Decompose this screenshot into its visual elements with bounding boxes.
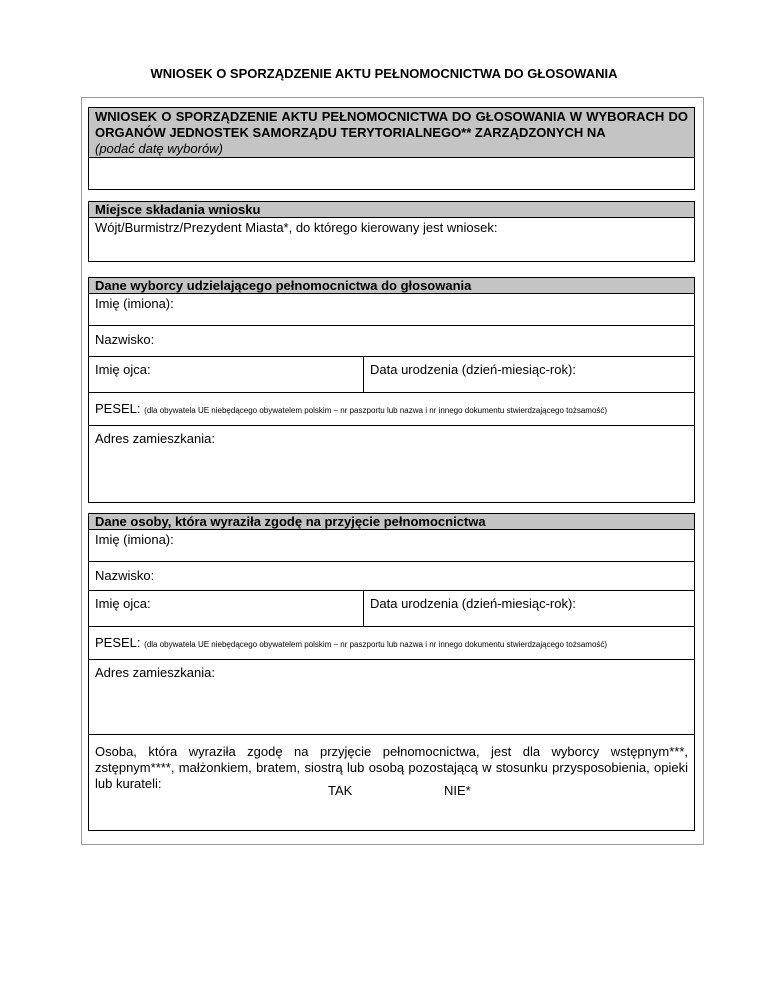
- proxy-first-name-label: Imię (imiona):: [95, 532, 174, 547]
- proxy-address-label: Adres zamieszkania:: [95, 665, 215, 680]
- voter-first-name-label: Imię (imiona):: [95, 296, 174, 311]
- voter-last-name-field[interactable]: [88, 326, 695, 357]
- relation-field: [88, 735, 695, 831]
- proxy-birth-date-field[interactable]: [364, 591, 582, 626]
- section-place-heading: Miejsce składania wniosku: [88, 201, 695, 218]
- voter-birth-date-field[interactable]: [364, 357, 582, 392]
- section-voter-heading: Dane wyborcy udzielającego pełnomocnictwa do głosowania: [88, 277, 695, 294]
- proxy-birth-date-label: Data urodzenia (dzień-miesiąc-rok):: [370, 596, 576, 611]
- section-election-heading-note: (podać datę wyborów): [95, 141, 223, 156]
- relation-text: Osoba, która wyraziła zgodę na przyjęcie pełnomocnictwa, jest dla wyborcy wstępnym***, zstępnym****, małżonkiem, bratem, siostrą lub osobą pozostającą w stosunku przysposobienia, opieki lub kurateli:: [95, 744, 688, 791]
- proxy-father-name-field[interactable]: [89, 591, 364, 626]
- proxy-address-field[interactable]: [88, 660, 695, 735]
- section-place: [88, 201, 695, 262]
- proxy-pesel-note: (dla obywatela UE niebędącego obywatelem polskim – nr paszportu lub nazwa i nr innego dokumentu stwierdzającego tożsamość): [144, 640, 608, 649]
- proxy-father-birth-row: [88, 591, 695, 627]
- proxy-last-name-field[interactable]: [88, 562, 695, 591]
- voter-pesel-label: PESEL:: [95, 401, 141, 416]
- section-election-heading: [88, 107, 695, 158]
- election-date-field[interactable]: [88, 158, 695, 190]
- proxy-pesel-label: PESEL:: [95, 635, 141, 650]
- voter-pesel-note: (dla obywatela UE niebędącego obywatelem polskim – nr paszportu lub nazwa i nr innego dokumentu stwierdzającego tożsamość): [144, 406, 608, 415]
- section-election-heading-line1: WNIOSEK O SPORZĄDZENIE AKTU PEŁNOMOCNICTWA DO GŁOSOWANIA W WYBORACH DO: [95, 109, 688, 124]
- voter-last-name-label: Nazwisko:: [95, 332, 155, 347]
- authority-field[interactable]: [88, 218, 695, 262]
- section-proxy-heading: Dane osoby, która wyraziła zgodę na przyjęcie pełnomocnictwa: [88, 513, 695, 530]
- proxy-first-name-field[interactable]: [88, 530, 695, 562]
- voter-address-label: Adres zamieszkania:: [95, 431, 215, 446]
- option-no[interactable]: NIE*: [444, 783, 471, 798]
- voter-first-name-field[interactable]: [88, 294, 695, 326]
- voter-pesel-field[interactable]: [88, 393, 695, 426]
- proxy-last-name-label: Nazwisko:: [95, 568, 155, 583]
- page-title: WNIOSEK O SPORZĄDZENIE AKTU PEŁNOMOCNICTWA DO GŁOSOWANIA: [150, 66, 618, 81]
- voter-address-field[interactable]: [88, 426, 695, 503]
- voter-father-birth-row: [88, 357, 695, 393]
- voter-father-name-label: Imię ojca:: [95, 362, 151, 377]
- section-proxy: [88, 513, 695, 831]
- authority-label: Wójt/Burmistrz/Prezydent Miasta*, do którego kierowany jest wniosek:: [95, 220, 498, 235]
- voter-birth-date-label: Data urodzenia (dzień-miesiąc-rok):: [370, 362, 576, 377]
- section-voter: [88, 277, 695, 503]
- proxy-father-name-label: Imię ojca:: [95, 596, 151, 611]
- proxy-pesel-field[interactable]: [88, 627, 695, 660]
- section-election-heading-line2: ORGANÓW JEDNOSTEK SAMORZĄDU TERYTORIALNEGO** ZARZĄDZONYCH NA: [95, 125, 606, 140]
- voter-father-name-field[interactable]: [89, 357, 364, 392]
- section-election: [88, 107, 695, 190]
- option-yes[interactable]: TAK: [328, 783, 353, 798]
